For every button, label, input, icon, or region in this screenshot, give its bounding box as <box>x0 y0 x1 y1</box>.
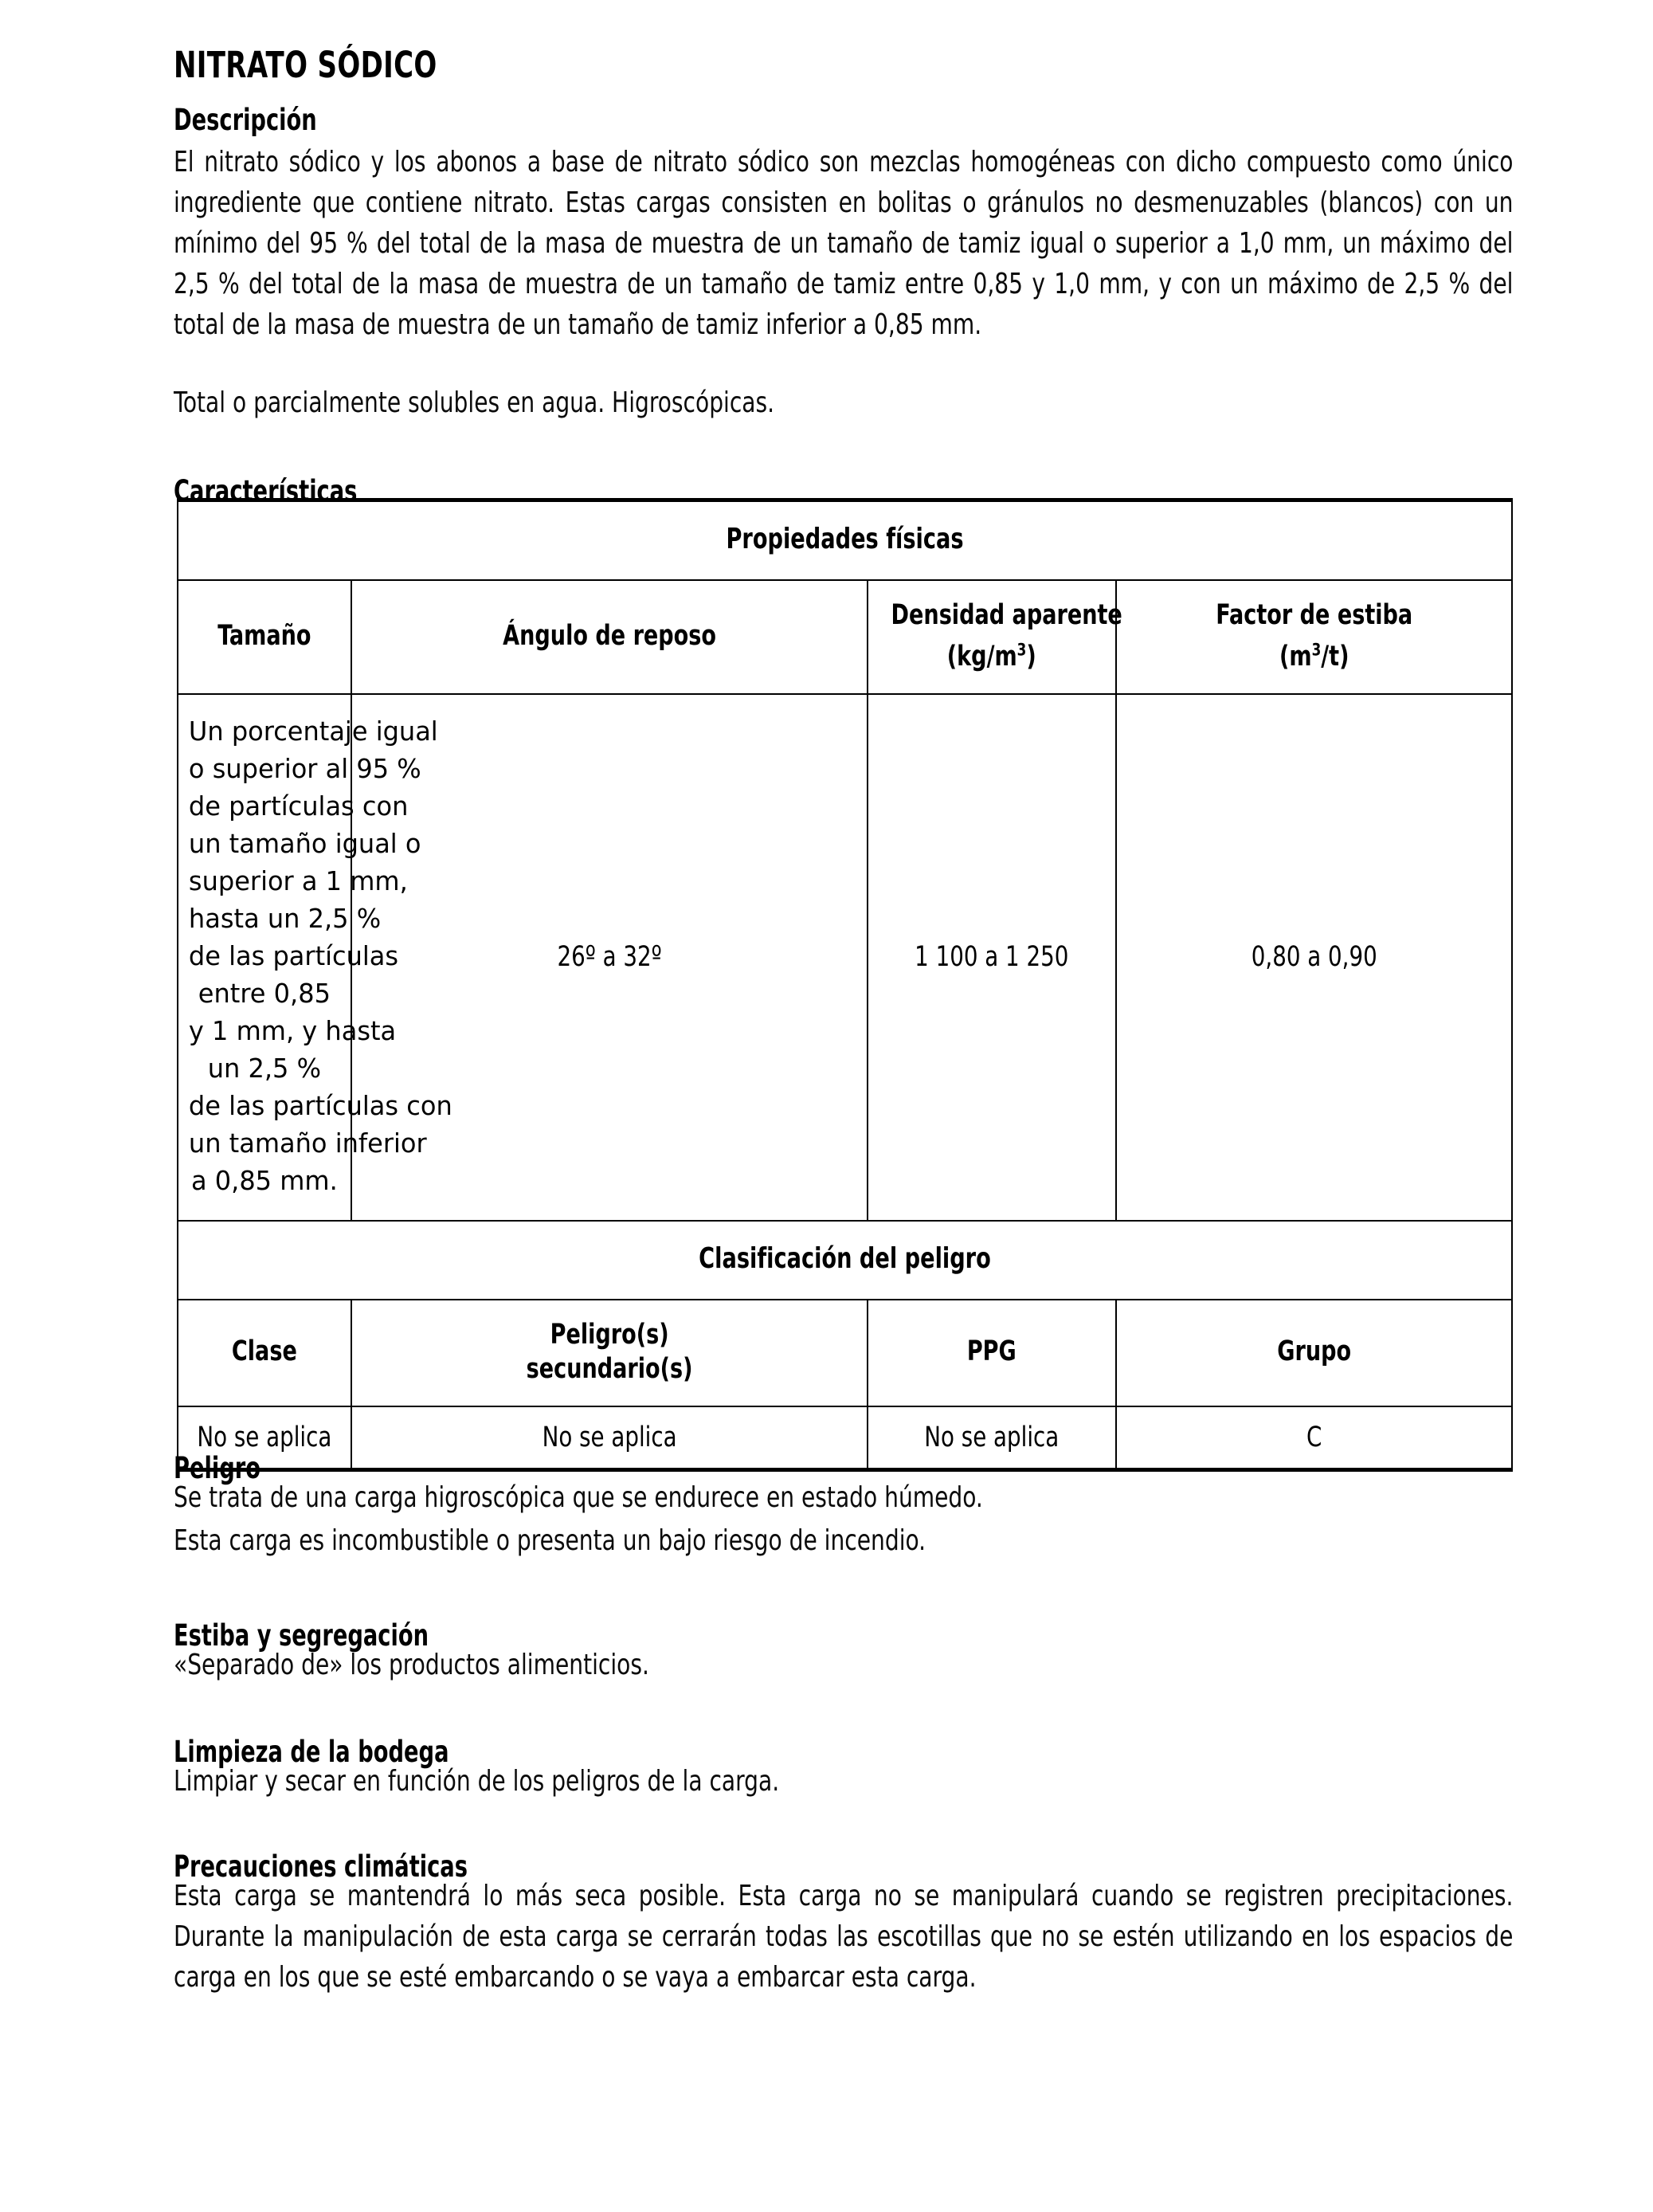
estiba-unit-suffix: /t) <box>1320 640 1349 673</box>
estiba-value: 0,80 a 0,90 <box>1251 941 1377 974</box>
angulo-value: 26º a 32º <box>557 941 662 974</box>
tamano-line: un tamaño inferior <box>188 1127 427 1159</box>
tamano-line: de las partículas <box>188 939 399 971</box>
table-cell-tamano-value <box>178 694 452 1221</box>
densidad-value: 1 100 a 1 250 <box>915 941 1069 974</box>
peligro-paragraph-2-text: Esta carga es incombustible o presenta un bajo riesgo de incendio. <box>174 1524 926 1557</box>
tamano-line: de partículas con <box>188 790 409 822</box>
table-band-row-physical <box>178 500 1512 581</box>
table-band-cell-hazard <box>178 1221 1512 1300</box>
peligro-sec-line2: secundario(s) <box>526 1352 693 1385</box>
characteristics-table <box>177 498 1513 1472</box>
section-heading-estiba: Estiba y segregación <box>174 1618 429 1653</box>
table-header-cell-grupo <box>1116 1300 1512 1406</box>
table-value-row-hazard <box>178 1406 1512 1470</box>
table-header-cell-densidad <box>868 580 1122 694</box>
tamano-value-block <box>181 695 452 1220</box>
table-header-cell-clase <box>178 1300 351 1406</box>
table-header-label-clase: Clase <box>231 1335 297 1368</box>
table-cell-angulo-value <box>351 694 868 1221</box>
descripcion-paragraph-2-text: Total o parcialmente solubles en agua. Higroscópicas. <box>174 386 775 419</box>
precauciones-paragraph-1 <box>174 1876 1514 1998</box>
table-header-label-angulo: Ángulo de reposo <box>502 619 716 652</box>
tamano-line: de las partículas con <box>188 1089 452 1121</box>
table-header-cell-ppg <box>868 1300 1116 1406</box>
peligro-sec-line1: Peligro(s) <box>550 1318 669 1351</box>
densidad-unit-suffix: ) <box>1026 640 1036 673</box>
peligro-paragraph-1 <box>174 1477 1514 1518</box>
tamano-line: hasta un 2,5 % <box>188 902 382 934</box>
peligro-paragraph-1-text: Se trata de una carga higroscópica que se endurece en estado húmedo. <box>174 1481 983 1514</box>
table-cell-ppg-value <box>868 1406 1116 1470</box>
table-header-cell-tamano <box>178 580 351 694</box>
table-value-row-physical <box>178 694 1512 1221</box>
table-header-label-densidad <box>886 581 1122 693</box>
section-heading-limpieza: Limpieza de la bodega <box>174 1734 449 1769</box>
tamano-line: a 0,85 mm. <box>190 1164 338 1196</box>
table-cell-estiba-value <box>1116 694 1512 1221</box>
table-band-row-hazard <box>178 1221 1512 1300</box>
table-header-label-estiba <box>1144 581 1483 693</box>
tamano-line: superior a 1 mm, <box>188 865 408 896</box>
estiba-unit-exponent: 3 <box>1311 640 1321 660</box>
characteristics-table-wrapper <box>177 498 1513 1472</box>
section-heading-peligro: Peligro <box>174 1450 260 1485</box>
descripcion-paragraph-1-text: El nitrato sódico y los abonos a base de nitrato sódico son mezclas homogéneas con dicho compuesto como único ingrediente que contiene nitrato. Estas cargas consisten en bolitas o gránulos no desmenuzables (blancos) con un mínimo del 95 % del total de la masa de muestra de un tamaño de tamiz igual o superior a 1,0 mm, un máximo del 2,5 % del total de la masa de muestra de un tamaño de tamiz entre 0,85 y 1,0 mm, y con un máximo de 2,5 % del total de la masa de muestra de un tamaño de tamiz inferior a 0,85 mm. <box>174 146 1514 341</box>
densidad-unit-prefix: (kg/m <box>946 640 1017 673</box>
table-header-label-tamano: Tamaño <box>217 619 311 652</box>
estiba-paragraph-1 <box>174 1645 1514 1685</box>
clase-value: No se aplica <box>197 1421 332 1453</box>
table-band-label-physical: Propiedades físicas <box>726 523 964 555</box>
page-title: NITRATO SÓDICO <box>174 44 437 87</box>
table-header-row-hazard <box>178 1300 1512 1406</box>
limpieza-paragraph-1 <box>174 1761 1514 1802</box>
tamano-line: y 1 mm, y hasta <box>188 1014 397 1046</box>
table-header-cell-angulo <box>351 580 868 694</box>
table-band-label-hazard: Clasificación del peligro <box>699 1241 991 1275</box>
tamano-line: entre 0,85 <box>198 977 331 1009</box>
tamano-line: Un porcentaje igual <box>188 715 438 747</box>
tamano-line: un tamaño igual o <box>188 827 421 859</box>
descripcion-paragraph-2 <box>174 382 1514 423</box>
tamano-line: o superior al 95 % <box>188 752 421 784</box>
estiba-paragraph-1-text: «Separado de» los productos alimenticios. <box>174 1649 649 1681</box>
descripcion-paragraph-1 <box>174 142 1514 345</box>
table-band-cell-physical <box>178 500 1512 581</box>
table-header-label-grupo: Grupo <box>1276 1335 1351 1368</box>
table-header-densidad-unit <box>947 641 1036 673</box>
table-header-estiba-unit <box>1279 641 1349 673</box>
limpieza-paragraph-1-text: Limpiar y secar en función de los peligros de la carga. <box>174 1765 780 1798</box>
peligro-secundario-value: No se aplica <box>542 1421 677 1453</box>
table-header-cell-peligro-secundario <box>351 1300 868 1406</box>
table-cell-grupo-value <box>1116 1406 1512 1470</box>
table-header-cell-estiba <box>1116 580 1512 694</box>
table-header-label-peligro-secundario <box>388 1300 831 1406</box>
section-heading-descripcion: Descripción <box>174 102 317 137</box>
table-header-row-physical <box>178 580 1512 694</box>
ppg-value: No se aplica <box>924 1421 1060 1453</box>
densidad-unit-exponent: 3 <box>1016 640 1027 660</box>
table-header-densidad-line1: Densidad aparente <box>891 599 1122 631</box>
table-header-label-ppg: PPG <box>966 1335 1016 1368</box>
table-header-estiba-line1: Factor de estiba <box>1215 599 1412 631</box>
precauciones-paragraph-1-text: Esta carga se mantendrá lo más seca posible. Esta carga no se manipulará cuando se registren precipitaciones. Durante la manipulación de esta carga se cerrarán todas las escotillas que no se estén utilizando en los espacios de carga en los que se esté embarcando o se vaya a embarcar esta carga. <box>174 1880 1514 1994</box>
grupo-value: C <box>1306 1421 1322 1453</box>
table-cell-densidad-value <box>868 694 1116 1221</box>
tamano-line: un 2,5 % <box>207 1052 322 1084</box>
section-heading-caracteristicas: Características <box>174 473 358 508</box>
estiba-unit-prefix: (m <box>1279 640 1312 673</box>
peligro-paragraph-2 <box>174 1520 1514 1561</box>
table-cell-peligro-secundario-value <box>351 1406 868 1470</box>
section-heading-precauciones: Precauciones climáticas <box>174 1849 468 1884</box>
